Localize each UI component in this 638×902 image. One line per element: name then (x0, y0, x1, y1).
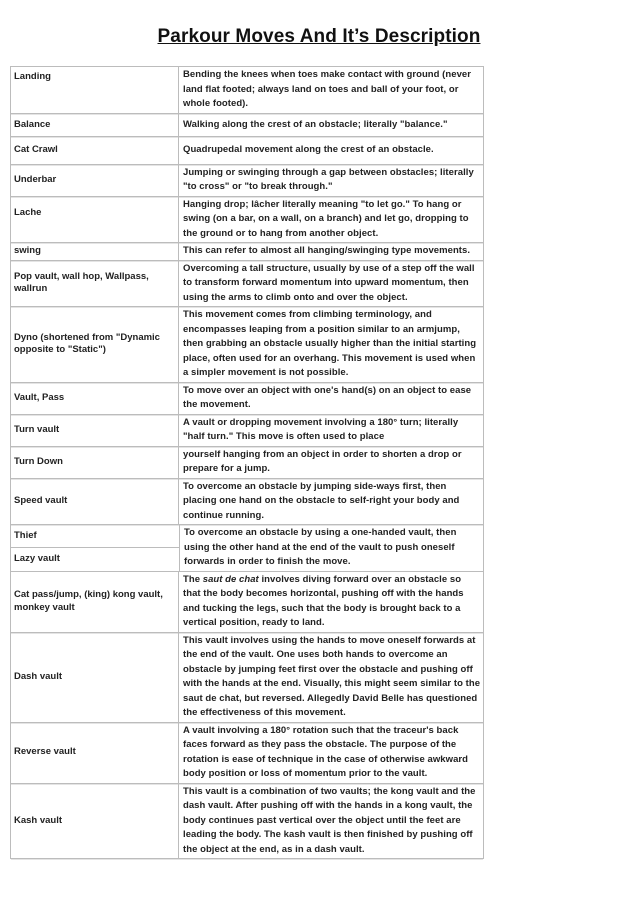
move-name: Kash vault (11, 784, 179, 859)
move-name: Reverse vault (11, 723, 179, 783)
move-name: Balance (11, 114, 179, 137)
table-row (11, 572, 483, 633)
move-description: To overcome an obstacle by jumping side-ways first, then placing one hand on the obstacle to self-right your body and continue running. (183, 480, 460, 521)
move-name: Landing (11, 67, 179, 113)
table-row (11, 784, 483, 860)
move-description: Walking along the crest of an obstacle; literally "balance." (183, 118, 448, 130)
move-description: Jumping or swinging through a gap between obstacles; literally "to cross" or "to break through." (183, 166, 474, 192)
move-description: This vault involves using the hands to move oneself forwards at the end of the vault. One uses both hands to overcome an obstacle by jumping feet first over the obstacle and pushing off with the hands at the end. Visually, this might seem similar to the saut de chat, but reversed. Allegedly David Belle has questioned the effectiveness of this movement. (183, 634, 481, 718)
move-name: Cat Crawl (11, 137, 179, 164)
table-row (11, 243, 483, 261)
move-description: Quadrupedal movement along the crest of an obstacle. (183, 144, 434, 155)
move-name: Turn Down (11, 447, 179, 478)
move-name: Vault, Pass (11, 383, 179, 414)
page-title: Parkour Moves And It’s Description (157, 26, 481, 47)
table-row (11, 383, 483, 415)
moves-table (10, 66, 484, 859)
move-description: Overcoming a tall structure, usually by use of a step off the wall to transform forward momentum into upward momentum, then using the arms to climb onto and over the object. (183, 262, 475, 303)
table-row (11, 197, 483, 244)
table-row (11, 447, 483, 479)
move-name: Dyno (shortened from "Dynamic opposite to "Static") (11, 307, 179, 382)
italic-term: saut de chat (202, 573, 259, 585)
table-row (11, 633, 483, 723)
move-description (179, 572, 483, 632)
move-name: Speed vault (11, 479, 179, 525)
move-description: Hanging drop; lâcher literally meaning "to let go." To hang or swing (on a bar, on a wall, on a branch) and let go, dropping to the ground or to hang from another object. (183, 198, 469, 239)
move-description: Bending the knees when toes make contact with ground (never land flat footed; always land on toes and ball of your foot, or whole footed). (183, 69, 472, 109)
move-name: Lazy vault (14, 553, 60, 565)
table-row (11, 479, 483, 526)
table-row-group (11, 525, 483, 572)
table-row (11, 67, 483, 114)
move-name: Lache (11, 197, 179, 243)
move-description: A vault or dropping movement involving a 180° turn; literally "half turn." This move is often used to place (183, 416, 459, 442)
move-description: This vault is a combination of two vaults; the kong vault and the dash vault. After pushing off with the hands in a kong vault, the body continues past vertical over the object until the feet are leading the body. The kash vault is then finished by pushing off the object at the end, as in a dash vault. (183, 785, 476, 855)
move-description: To move over an object with one's hand(s) on an object to ease the movement. (183, 384, 472, 410)
move-description: yourself hanging from an object in order to shorten a drop or prepare for a jump. (183, 448, 462, 474)
table-row (11, 415, 483, 447)
table-row (11, 723, 483, 784)
move-description: To overcome an obstacle by using a one-handed vault, then using the other hand at the end of the vault to push oneself forwards in order to finish the move. (184, 527, 457, 567)
move-description: A vault involving a 180° rotation such that the traceur's back faces forward as they pass the obstacle. The purpose of the rotation is ease of technique in the case of otherwise awkward body position or loss of momentum prior to the vault. (183, 724, 469, 779)
move-name: Underbar (11, 165, 179, 196)
move-name: Pop vault, wall hop, Wallpass, wallrun (11, 261, 179, 307)
table-row (11, 307, 483, 383)
desc-part: The saut de chat involves diving forward over an obstacle so that the body becomes horizontal, pushing off with the hands and tucking the legs, such that the body is brought back to a vertical position, ready to land. (183, 573, 464, 628)
move-description: This movement comes from climbing terminology, and encompasses leaping from a position similar to an armjump, then grabbing an obstacle usually higher than the initial starting place, often used for an overhang. This movement is used when a simpler movement is not possible. (183, 309, 477, 378)
move-name: Dash vault (11, 633, 179, 722)
table-row (11, 114, 483, 138)
table-row (11, 261, 483, 308)
move-description: This can refer to almost all hanging/swinging type movements. (183, 245, 471, 256)
table-row (11, 165, 483, 197)
move-name: Thief (11, 525, 179, 548)
table-row (11, 137, 483, 165)
move-name: swing (11, 243, 179, 260)
move-name: Cat pass/jump, (king) kong vault, monkey vault (11, 572, 179, 632)
move-name: Turn vault (11, 415, 179, 446)
